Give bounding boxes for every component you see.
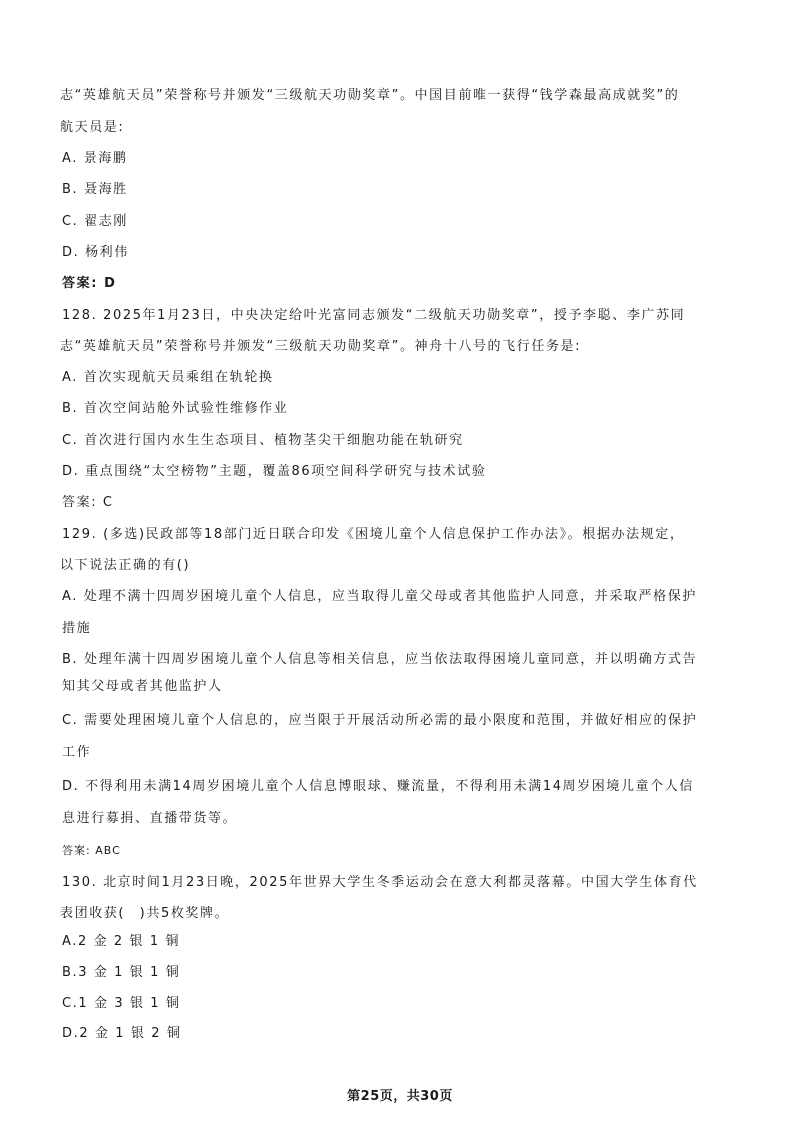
q130-stem-line2: 表团收获( )共5枚奖牌。 <box>60 906 230 921</box>
q127-option-a: A. 景海鹏 <box>62 151 128 166</box>
page-footer: 第25页，共30页 <box>347 1089 453 1104</box>
q127-stem-line2: 航天员是: <box>60 120 125 135</box>
q130-stem-line1: 130. 北京时间1月23日晚，2025年世界大学生冬季运动会在意大利都灵落幕。中国大学生体育代 <box>62 875 698 890</box>
q127-stem-line1: 志“英雄航天员”荣誉称号并颁发“三级航天功勋奖章”。中国目前唯一获得“钱学森最高成就奖”的 <box>60 88 680 103</box>
q128-option-d: D. 重点围绕“太空榜物”主题，覆盖86项空间科学研究与技术试验 <box>62 464 487 479</box>
q129-option-c-line2: 工作 <box>62 745 92 760</box>
q127-option-d: D. 杨利伟 <box>62 245 129 260</box>
q129-option-d-line1: D. 不得利用未满14周岁困境儿童个人信息博眼球、赚流量，不得利用未满14周岁困境儿童个人信 <box>62 779 694 794</box>
q128-option-a: A. 首次实现航天员乘组在轨轮换 <box>62 370 274 385</box>
q128-option-c: C. 首次进行国内水生生态项目、植物茎尖干细胞功能在轨研究 <box>62 433 464 448</box>
q130-option-a: A.2 金 2 银 1 铜 <box>62 934 181 949</box>
q129-option-b-line2: 知其父母或者其他监护人 <box>62 679 223 694</box>
q129-stem-line2: 以下说法正确的有() <box>60 558 191 573</box>
q127-option-b: B. 聂海胜 <box>62 182 128 197</box>
q128-answer: 答案: C <box>62 495 114 510</box>
q129-option-a-line1: A. 处理不满十四周岁困境儿童个人信息，应当取得儿童父母或者其他监护人同意，并采取严格保护 <box>62 589 697 604</box>
q127-option-c: C. 翟志刚 <box>62 214 128 229</box>
q127-answer: 答案: D <box>62 276 117 291</box>
q128-option-b: B. 首次空间站舱外试验性维修作业 <box>62 401 289 416</box>
q130-option-c: C.1 金 3 银 1 铜 <box>62 996 181 1011</box>
q130-option-d: D.2 金 1 银 2 铜 <box>62 1026 182 1041</box>
q129-option-d-line2: 息进行募捐、直播带货等。 <box>62 811 238 826</box>
q128-stem-line2: 志“英雄航天员”荣誉称号并颁发“三级航天功勋奖章”。神舟十八号的飞行任务是: <box>60 339 582 354</box>
q130-option-b: B.3 金 1 银 1 铜 <box>62 965 181 980</box>
q129-answer: 答案: ABC <box>62 844 121 857</box>
q129-option-b-line1: B. 处理年满十四周岁困境儿童个人信息等相关信息，应当依法取得困境儿童同意，并以明确方式告 <box>62 652 698 667</box>
q129-option-c-line1: C. 需要处理困境儿童个人信息的，应当限于开展活动所必需的最小限度和范围，并做好相应的保护 <box>62 713 698 728</box>
q128-stem-line1: 128. 2025年1月23日，中央决定给叶光富同志颁发“二级航天功勋奖章”，授予李聪、李广苏同 <box>62 308 686 323</box>
q129-stem-line1: 129. (多选)民政部等18部门近日联合印发《困境儿童个人信息保护工作办法》。根据办法规定， <box>62 527 685 542</box>
q129-option-a-line2: 措施 <box>62 621 92 636</box>
